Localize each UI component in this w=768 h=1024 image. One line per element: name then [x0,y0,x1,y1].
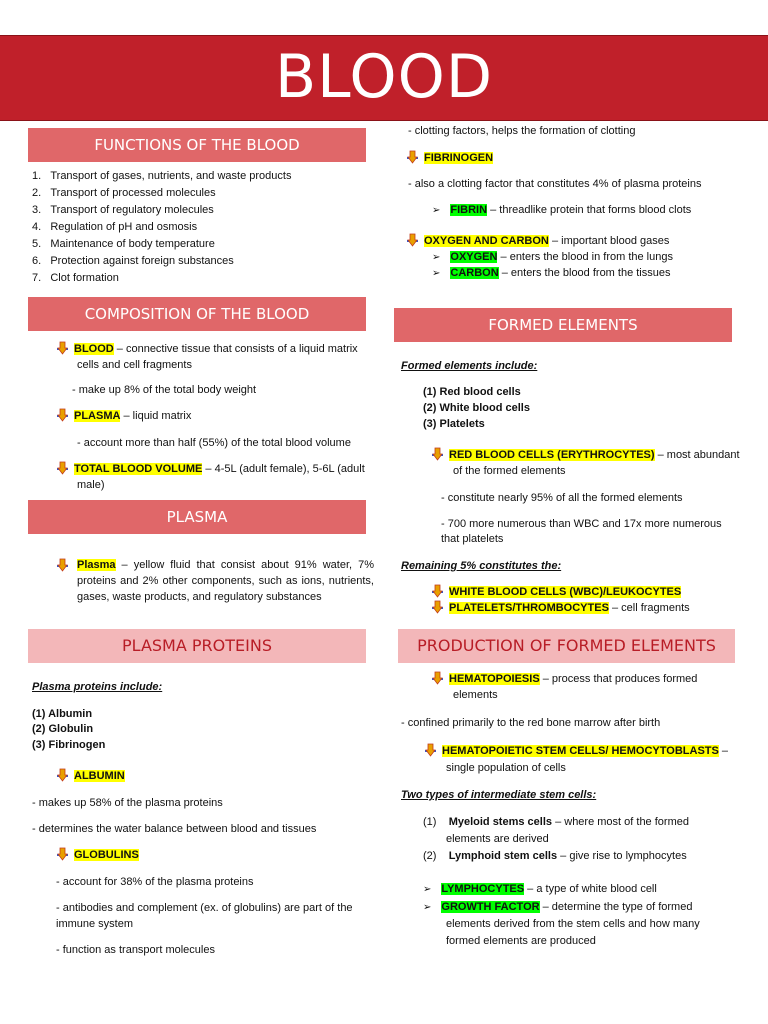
albumin-term: ALBUMIN [56,768,125,784]
wbc-item: WHITE BLOOD CELLS (WBC)/LEUKOCYTES [431,584,681,600]
rbc-definition: RED BLOOD CELLS (ERYTHROCYTES) – most abundant [431,447,740,463]
list-item: 3. Transport of regulatory molecules [32,204,214,216]
volume-definition-cont: male) [77,479,105,491]
platelets-item: PLATELETS/THROMBOCYTES – cell fragments [431,600,690,616]
rbc-note-1: - constitute nearly 95% of all the formed elements [441,492,683,504]
growth-factor-cont-2: formed elements are produced [446,935,596,947]
arrow-down-bullet-icon [56,461,70,475]
globulins-note-2-cont: immune system [56,918,134,930]
formed-elements-header: FORMED ELEMENTS [394,308,732,342]
rbc-definition-cont: of the formed elements [453,465,566,477]
list-item: (3) Fibrinogen [32,739,106,751]
globulins-term: GLOBULINS [56,847,139,863]
list-item: (2) White blood cells [423,402,530,414]
triangle-bullet-icon: ➢ [432,205,441,216]
formed-elements-label: Formed elements include: [401,360,538,372]
triangle-bullet-icon: ➢ [432,252,441,263]
oxygen-item: ➢ OXYGEN – enters the blood in from the lungs [432,251,673,263]
arrow-down-bullet-icon [431,447,445,461]
list-item: 5. Maintenance of body temperature [32,238,215,250]
blood-definition-cont: cells and cell fragments [77,359,192,371]
arrow-down-bullet-icon [56,341,70,355]
list-item: 2. Transport of processed molecules [32,187,216,199]
arrow-down-bullet-icon [431,584,445,598]
albumin-note-1: - makes up 58% of the plasma proteins [32,797,223,809]
oxygen-carbon-item: OXYGEN AND CARBON – important blood gases [406,233,669,249]
list-item: 6. Protection against foreign substances [32,255,234,267]
list-item: 1. Transport of gases, nutrients, and waste products [32,170,292,182]
triangle-bullet-icon: ➢ [423,902,432,913]
stem-types-label: Two types of intermediate stem cells: [401,789,597,801]
lymphocytes-item: ➢ LYMPHOCYTES – a type of white blood cell [423,883,657,895]
remaining-label: Remaining 5% constitutes the: [401,560,562,572]
plasma-note: - account more than half (55%) of the total blood volume [77,437,351,449]
volume-definition: TOTAL BLOOD VOLUME – 4-5L (adult female), 5-6L (adult [56,461,365,477]
albumin-note-2: - determines the water balance between blood and tissues [32,823,317,835]
globulins-note-2: - antibodies and complement (ex. of globulins) are part of the [56,902,353,914]
hematopoiesis-definition-cont: elements [453,689,498,701]
myeloid-item-cont: elements are derived [446,833,549,845]
plasma-definition: PLASMA – liquid matrix [56,408,191,424]
hematopoiesis-note: - confined primarily to the red bone marrow after birth [401,717,661,729]
rbc-note-2-cont: that platelets [441,533,504,545]
stem-cells-definition: HEMATOPOIETIC STEM CELLS/ HEMOCYTOBLASTS – [424,743,728,759]
production-header: PRODUCTION OF FORMED ELEMENTS [398,629,735,663]
page-title: BLOOD [274,42,494,112]
rbc-note-2: - 700 more numerous than WBC and 17x more numerous [441,518,722,530]
arrow-down-bullet-icon [56,768,70,782]
blood-note: - make up 8% of the total body weight [72,384,257,396]
arrow-down-bullet-icon [56,408,70,422]
list-item: (3) Platelets [423,418,485,430]
carbon-item: ➢ CARBON – enters the blood from the tissues [432,267,671,279]
list-item: 7. Clot formation [32,272,119,284]
arrow-down-bullet-icon [431,671,445,685]
clotting-note: - clotting factors, helps the formation of clotting [408,125,636,137]
lymphoid-item: (2) Lymphoid stem cells – give rise to lymphocytes [423,850,687,862]
plasma-definition-text: Plasma – yellow fluid that consist about 91% water, 7% proteins and 2% other components, such as ions, nutrients, gases, waste products, and regulatory substances [77,559,374,603]
growth-factor-item: ➢ GROWTH FACTOR – determine the type of formed [423,901,693,913]
list-item: (1) Red blood cells [423,386,521,398]
functions-header: FUNCTIONS OF THE BLOOD [28,128,366,162]
list-item: (2) Globulin [32,723,94,735]
plasma-proteins-label: Plasma proteins include: [32,681,163,693]
triangle-bullet-icon: ➢ [423,884,432,895]
composition-header: COMPOSITION OF THE BLOOD [28,297,366,331]
plasma-proteins-header: PLASMA PROTEINS [28,629,366,663]
fibrinogen-term: FIBRINOGEN [406,150,493,166]
title-banner [0,35,768,121]
blood-definition: BLOOD – connective tissue that consists of a liquid matrix [56,341,358,357]
myeloid-item: (1) Myeloid stems cells – where most of the formed [423,816,689,828]
list-item: 4. Regulation of pH and osmosis [32,221,198,233]
fibrinogen-note: - also a clotting factor that constitutes 4% of plasma proteins [408,178,702,190]
fibrin-item: ➢ FIBRIN – threadlike protein that forms blood clots [432,204,692,216]
globulins-note-3: - function as transport molecules [56,944,215,956]
arrow-down-bullet-icon [56,558,70,572]
list-item: (1) Albumin [32,708,93,720]
triangle-bullet-icon: ➢ [432,268,441,279]
globulins-note-1: - account for 38% of the plasma proteins [56,876,254,888]
arrow-down-bullet-icon [431,600,445,614]
hematopoiesis-definition: HEMATOPOIESIS – process that produces formed [431,671,697,687]
arrow-down-bullet-icon [406,150,420,164]
arrow-down-bullet-icon [424,743,438,757]
growth-factor-cont-1: elements derived from the stem cells and how many [446,918,700,930]
stem-cells-definition-cont: single population of cells [446,762,566,774]
arrow-down-bullet-icon [406,233,420,247]
plasma-header: PLASMA [28,500,366,534]
arrow-down-bullet-icon [56,847,70,861]
